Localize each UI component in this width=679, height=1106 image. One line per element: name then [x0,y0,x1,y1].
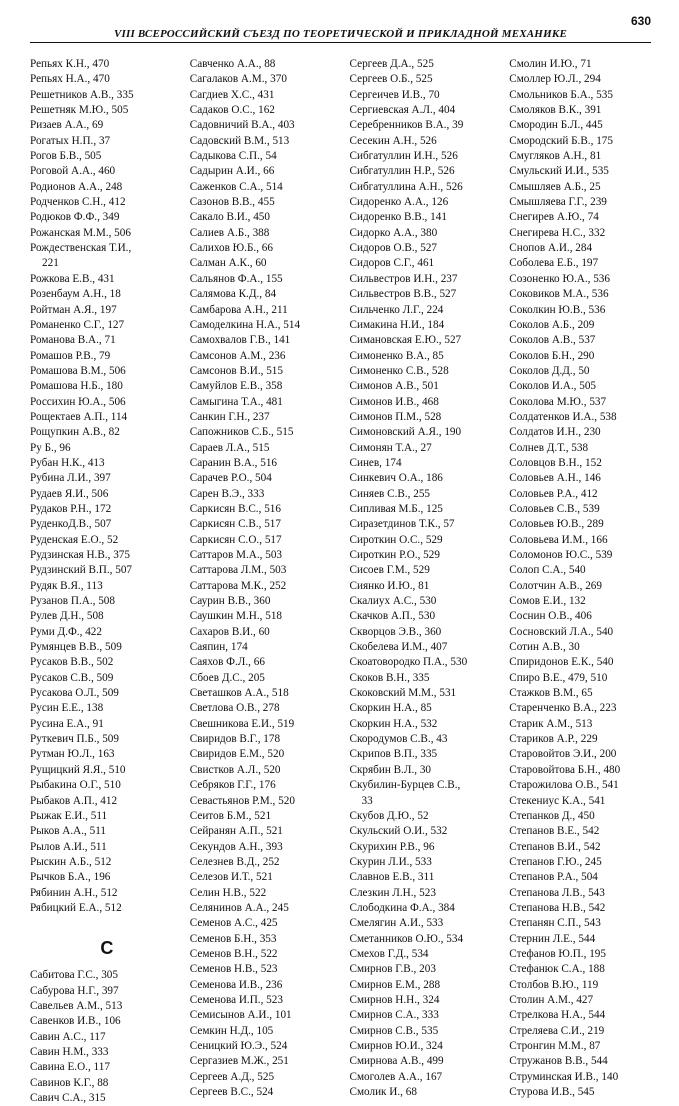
index-entry: Смышляева Г.Г., 239 [509,196,607,209]
index-entry: Старовойтова Б.Н., 480 [509,763,621,776]
index-entry: 221 [42,257,59,270]
index-entry: Рожкова Е.В., 431 [30,272,115,285]
index-entry: Смирнова А.В., 499 [349,1055,444,1068]
index-entry: Смирнов Н.Н., 324 [349,993,440,1006]
index-entry: Сергеичев И.В., 70 [349,88,440,101]
index-entry: Семенов Н.В., 523 [189,963,278,976]
index-entry: Солнев Д.Т., 538 [509,441,589,454]
index-entry: Романова В.А., 71 [30,334,116,347]
index-entry: Смугляков А.Н., 81 [509,150,602,163]
index-entry: Смышляев А.Б., 25 [509,180,601,193]
index-entry: Сисоев Г.М., 529 [349,564,430,577]
index-entry: Семенов А.С., 425 [189,917,278,930]
index-entry: Сахаров В.И., 60 [189,625,270,638]
index-entry: Салямова К.Д., 84 [189,288,277,301]
index-entry: Сальянов Ф.А., 155 [189,272,283,285]
index-entry: Ру Б., 96 [30,441,71,454]
index-entry: Селезов И.Т., 521 [189,871,273,884]
index-entry: Смородский Б.В., 175 [509,134,613,147]
index-entry: Свистков А.Л., 520 [189,763,281,776]
index-entry: Стариков А.Р., 229 [509,733,598,746]
index-entry: Русаков С.В., 509 [30,671,114,684]
index-entry: Рождественская Т.И., [30,242,132,255]
index-entry: Россихин Ю.А., 506 [30,395,126,408]
index-entry: Сапожников С.Б., 515 [189,426,294,439]
index-entry: Соловьев Ю.В., 289 [509,518,604,531]
index-entry: Сарачев Р.О., 504 [189,472,272,485]
index-entry: Сидоров С.Г., 461 [349,257,435,270]
index-entry: Савинов К.Г., 88 [30,1076,109,1089]
index-entry: Решетняк М.Ю., 505 [30,104,129,117]
index-entry: Родионов А.А., 248 [30,180,123,193]
index-entry: Симоновский А.Я., 190 [349,426,462,439]
index-entry: Рябицкий Е.А., 512 [30,901,122,914]
index-entry: Солдатенков И.А., 538 [509,410,617,423]
index-entry: Семкин Н.Д., 105 [189,1024,274,1037]
index-entry: Саяпин, 174 [189,641,248,654]
index-entry: Рыбакина О.Г., 510 [30,779,121,792]
index-entry: Ромашова В.М., 506 [30,364,126,377]
index-entry: Савич С.А., 315 [30,1092,106,1104]
index-entry: Соколов А.Б., 209 [509,318,595,331]
index-entry: Скоатовородко П.А., 530 [349,656,468,669]
index-entry: Саттарова М.К., 252 [189,579,287,592]
index-entry: Соколова М.Ю., 537 [509,395,607,408]
index-entry: Смолин И.Ю., 71 [509,58,592,70]
index-entry: Рудаев Я.И., 506 [30,487,109,500]
index-entry: Руденская Е.О., 52 [30,533,119,546]
index-entry: Симонов И.В., 468 [349,395,439,408]
index-entry: Соловцов В.Н., 152 [509,456,602,469]
index-entry: Скрипов В.П., 335 [349,748,438,761]
index-entry: Сазонов В.В., 455 [189,196,275,209]
index-entry: Садыкова С.П., 54 [189,150,277,163]
index-entry: Садырин А.И., 66 [189,165,275,178]
page-header [30,6,651,43]
index-entry: Сергеев А.Д., 525 [189,1070,275,1083]
index-entry: Русакова О.Л., 509 [30,687,119,700]
index-entry: Романенко С.Г., 127 [30,318,125,331]
index-entry: Рылов А.И., 511 [30,840,107,853]
index-entry: Соколов Д.Д., 50 [509,364,590,377]
index-entry: Скульский О.И., 532 [349,825,448,838]
index-entry: Соловьев Р.А., 412 [509,487,598,500]
index-entry: Сергиевская А.Л., 404 [349,104,456,117]
index-entry: Соловьева И.М., 166 [509,533,608,546]
index-entry: Ройтман А.Я., 197 [30,303,117,316]
index-entry: Соловьев С.В., 539 [509,502,600,515]
index-entry: Розенбаум А.Н., 18 [30,288,121,301]
index-entry: Сироткин О.С., 529 [349,533,443,546]
index-entry: Степанова Л.В., 543 [509,886,605,899]
index-entry: Смольников Б.А., 535 [509,88,613,101]
index-entry: Сабурова Н.Г., 397 [30,984,119,997]
index-entry: Санкин Г.Н., 237 [189,410,270,423]
index-entry: Сергеев О.Б., 525 [349,73,433,86]
index-entry: Сомов Е.И., 132 [509,595,586,608]
index-entry: Сибгатуллин И.Н., 526 [349,150,458,163]
index-entry: Смирнов С.А., 333 [349,1009,439,1022]
index-entry: Смелягин А.И., 533 [349,917,444,930]
index-entry: Стружанов В.В., 544 [509,1055,608,1068]
index-entry: Сеитов Б.М., 521 [189,809,272,822]
index-entry: Скачков А.П., 530 [349,610,436,623]
index-entry: Скоковский М.М., 531 [349,687,457,700]
index-entry: Репьях К.Н., 470 [30,58,110,70]
index-entry: Румянцев В.В., 509 [30,641,122,654]
index-entry: Сарен В.Э., 333 [189,487,265,500]
index-entry: Самсонов В.И., 515 [189,364,283,377]
index-entry: Стекениус К.А., 541 [509,794,606,807]
index-entry: Саженков С.А., 514 [189,180,283,193]
index-entry: Стажков В.М., 65 [509,687,593,700]
index-entry: Соколов Б.Н., 290 [509,349,595,362]
index-entry: Салихов Ю.Б., 66 [189,242,273,255]
index-entry: Рыбаков А.П., 412 [30,794,118,807]
index-entry: Сагалаков А.М., 370 [189,73,287,86]
index-entry: Селезнев В.Д., 252 [189,855,280,868]
index-entry: Сосновский Л.А., 540 [509,625,614,638]
index-entry: РуденкоД.В., 507 [30,518,112,531]
index-entry: Скурин Л.И., 533 [349,855,432,868]
index-entry: Скубов Д.Ю., 52 [349,809,429,822]
index-entry: 33 [361,794,373,807]
index-entry: Рычков Б.А., 196 [30,871,111,884]
index-entry: Синев, 174 [349,456,402,469]
index-entry: Рогов Б.В., 505 [30,150,102,163]
index-entry: Смоголев А.А., 167 [349,1070,443,1083]
index-entry: Степанов В.Е., 542 [509,825,600,838]
index-entry: Русин Е.Е., 138 [30,702,104,715]
index-entry: Севастьянов Р.М., 520 [189,794,295,807]
index-entry: Савельев А.М., 513 [30,999,123,1012]
index-entry: Солдатов И.Н., 230 [509,426,601,439]
index-entry: Саркисян С.В., 517 [189,518,281,531]
index-entry: Себряков Г.Г., 176 [189,779,276,792]
index-entry: Рубина Л.И., 397 [30,472,111,485]
index-entry: Скоркин Н.А., 532 [349,717,438,730]
index-entry: Серебренников В.А., 39 [349,119,464,132]
index-entry: Рудаков Р.Н., 172 [30,502,112,515]
index-entry: Савченко А.А., 88 [189,58,276,70]
index-entry: Скоков В.Н., 335 [349,671,430,684]
index-column-2 [190,57,344,1106]
index-entry: Самсонов А.М., 236 [189,349,286,362]
index-entry: Соколов А.В., 537 [509,334,596,347]
index-entry: Стрелкова Н.А., 544 [509,1009,606,1022]
index-entry: Скрябин В.Л., 30 [349,763,432,776]
index-entry: Русаков В.В., 502 [30,656,114,669]
index-entry: Столбов В.Ю., 119 [509,978,599,991]
index-entry: Симоненко В.А., 85 [349,349,444,362]
index-entry: Сидорко А.А., 380 [349,226,438,239]
index-entry: Сильченко Л.Г., 224 [349,303,444,316]
index-entry: Рутман Ю.Л., 163 [30,748,115,761]
index-entry: Саушкин М.Н., 518 [189,610,283,623]
index-entry: Степанков Д., 450 [509,809,595,822]
index-entry: Сергазиев М.Ж., 251 [189,1055,289,1068]
index-entry: Селин Н.В., 522 [189,886,267,899]
index-entry: Симонов А.В., 501 [349,380,439,393]
index-entry: Светашков А.А., 518 [189,687,289,700]
index-entry: Ромашов Р.В., 79 [30,349,111,362]
index-entry: Спиро В.Е., 479, 510 [509,671,608,684]
index-entry: Степанов Р.А., 504 [509,871,598,884]
index-entry: Садовский В.М., 513 [189,134,290,147]
index-entry: Семенов В.Н., 522 [189,947,278,960]
index-entry: Саранин В.А., 516 [189,456,278,469]
running-title: VIII ВСЕРОССИЙСКИЙ СЪЕЗД ПО ТЕОРЕТИЧЕСКОЙ И ПРИКЛАДНОЙ МЕХАНИКЕ [113,28,568,40]
index-entry: Руми Д.Ф., 422 [30,625,102,638]
index-entry: Рыков А.А., 511 [30,825,106,838]
index-entry: Семенова И.П., 523 [189,993,283,1006]
index-entry: Самуйлов Е.В., 358 [189,380,283,393]
index-entry: Сесекин А.Н., 526 [349,134,437,147]
index-entry: Репьях Н.А., 470 [30,73,110,86]
index-entry: Сергеев Д.А., 525 [349,58,434,70]
index-entry: Снегирева Н.С., 332 [509,226,606,239]
index-entry: Смульский И.И., 535 [509,165,609,178]
index-entry: Сибгатуллин Н.Р., 526 [349,165,455,178]
section-letter: С [100,938,114,959]
index-entry: Рудзинская Н.В., 375 [30,549,130,561]
index-entry: Рожанская М.М., 506 [30,226,131,239]
index-entry: Ромашова Н.Б., 180 [30,380,123,393]
index-entry: Сипливая М.Б., 125 [349,502,443,515]
index-entry: Русина Е.А., 91 [30,717,104,730]
index-entry: Руткевич П.Б., 509 [30,733,119,746]
index-entry: Саяхов Ф.Л., 66 [189,656,265,669]
index-column-3 [350,57,504,1106]
index-entry: Слезкин Л.Н., 523 [349,886,436,899]
index-entry: Сагдиев Х.С., 431 [189,88,275,101]
index-entry: Савин Н.М., 333 [30,1045,109,1058]
index-entry: Самохвалов Г.В., 141 [189,334,291,347]
index-entry: Смоляков В.К., 391 [509,104,602,117]
index-entry: Степанов В.И., 542 [509,840,601,853]
index-entry: Симоненко С.В., 528 [349,364,449,377]
index-entry: Скоркин Н.А., 85 [349,702,432,715]
index-entry: Салиев А.Б., 388 [189,226,270,239]
index-entry: Смирнов Г.В., 203 [349,963,436,976]
index-entry: Славнов Е.В., 311 [349,871,435,884]
index-entry: Сергеев В.С., 524 [189,1086,274,1099]
index-entry: Семисынов А.И., 101 [189,1009,292,1022]
index-entry: Соломонов Ю.С., 539 [509,549,613,561]
index-entry: Стурова И.В., 545 [509,1086,595,1099]
index-entry: Решетников А.В., 335 [30,88,134,101]
index-entry: Симонов П.М., 528 [349,410,442,423]
index-entry: Соболева Е.Б., 197 [509,257,599,270]
index-entry: Сидоров О.В., 527 [349,242,438,255]
index-entry: Скалиух А.С., 530 [349,595,437,608]
index-entry: Сакало В.И., 450 [189,211,270,224]
index-entry: Снопов А.И., 284 [509,242,593,255]
index-entry: Смоллер Ю.Л., 294 [509,73,601,86]
page-number: 630 [630,14,651,28]
index-entry: Сибгатуллина А.Н., 526 [349,180,463,193]
index-entry: Рубан Н.К., 413 [30,456,105,469]
index-entry: Струминская И.В., 140 [509,1070,619,1083]
index-entry: Старенченко В.А., 223 [509,702,617,715]
index-entry: Соловьев А.Н., 146 [509,472,601,485]
index-column-4 [509,57,663,1106]
index-entry: Сиянко И.Ю., 81 [349,579,430,592]
index-entry: Скородумов С.В., 43 [349,733,448,746]
index-entry: Старик А.М., 513 [509,717,593,730]
index-entry: Рыскин А.Б., 512 [30,855,112,868]
index-entry: Скобелева И.М., 407 [349,641,448,654]
index-entry: Саркисян С.О., 517 [189,533,282,546]
index-entry: Симановская Е.Ю., 527 [349,334,462,347]
index-entry: Стефанов Ю.П., 195 [509,947,606,960]
index-entry: Спиридонов Е.К., 540 [509,656,614,669]
index-entry: Скворцов Э.В., 360 [349,625,442,638]
index-entry: Семенов Б.Н., 353 [189,932,277,945]
index-entry: Рябинин А.Н., 512 [30,886,118,899]
index-entry: Сеницкий Ю.Э., 524 [189,1040,288,1052]
index-entry: Свешникова Е.И., 519 [189,717,295,730]
index-entry: Семенова И.В., 236 [189,978,283,991]
index-entry: Родченков С.Н., 412 [30,196,126,209]
index-entry: Рощектаев А.П., 114 [30,410,128,423]
index-entry: Смородин Б.Л., 445 [509,119,603,132]
index-entry: Симакина Н.И., 184 [349,318,445,331]
index-entry: Рудзинский В.П., 507 [30,564,133,577]
index-entry: Соколкин Ю.В., 536 [509,303,606,316]
index-entry: Солоп С.А., 540 [509,564,586,577]
index-entry: Сироткин Р.О., 529 [349,549,440,561]
index-entry: Рузанов П.А., 508 [30,595,115,608]
index-entry: Самыгина Т.А., 481 [189,395,283,408]
index-entry: Соснин О.В., 406 [509,610,592,623]
index-entry: Степанова Н.В., 542 [509,901,606,914]
index-entry: Смолик И., 68 [349,1086,417,1099]
index-entry: Селянинов А.А., 245 [189,901,289,914]
index-entry: Саттарова Л.М., 503 [189,564,287,577]
index-entry: Саурин В.В., 360 [189,595,271,608]
index-entry: Самоделкина Н.А., 514 [189,318,301,331]
index-entry: Сейранян А.П., 521 [189,825,283,838]
index-entry: Савин А.С., 117 [30,1030,106,1043]
index-entry: Саттаров М.А., 503 [189,549,283,561]
index-entry: Соколов И.А., 505 [509,380,597,393]
index-entry: Рущицкий Я.Я., 510 [30,763,126,776]
index-entry: Салман А.К., 60 [189,257,267,270]
index-entry: Снегирев А.Ю., 74 [509,211,599,224]
index-entry: Стронгин М.М., 87 [509,1040,601,1052]
index-entry: Сотин А.В., 30 [509,641,580,654]
index-entry: Старовойтов Э.И., 200 [509,748,617,761]
index-entry: Свиридов Е.М., 520 [189,748,285,761]
index-entry: Савина Е.О., 117 [30,1061,110,1074]
index-entry: Сметанников О.Ю., 534 [349,932,464,945]
index-entry: Степанов Г.Ю., 245 [509,855,602,868]
index-entry: Синкевич О.А., 186 [349,472,443,485]
index-entry: Рудяк В.Я., 113 [30,579,103,592]
index-entry: Сидоренко В.В., 141 [349,211,447,224]
index-entry: Светлова О.В., 278 [189,702,280,715]
index-entry: Созоненко Ю.А., 536 [509,272,610,285]
index-entry: Рулев Д.Н., 508 [30,610,104,623]
index-entry: Сидоренко А.А., 126 [349,196,449,209]
index-entry: Стреляева С.И., 219 [509,1024,605,1037]
index-entry: Сараев Л.А., 515 [189,441,270,454]
index-entry: Ризаев А.А., 69 [30,119,104,132]
index-column-1 [30,57,184,1106]
index-entry: Скубилин-Бурцев С.В., [349,779,461,792]
index-entry: Смирнов С.В., 535 [349,1024,439,1037]
index-entry: Роговой А.А., 460 [30,165,116,178]
index-entry: Соковиков М.А., 536 [509,288,609,301]
index-entry: Секундов А.Н., 393 [189,840,283,853]
index-entry: Рощупкин А.В., 82 [30,426,120,439]
index-entry: Симонян Т.А., 27 [349,441,432,454]
index-entry: Смирнов Ю.И., 324 [349,1040,443,1052]
index-entry: Слободкина Ф.А., 384 [349,901,455,914]
index-entry: Синяев С.В., 255 [349,487,431,500]
index-entry: Сбоев Д.С., 205 [189,671,265,684]
index-entry: Столин А.М., 427 [509,993,594,1006]
index-entry: Самбарова А.Н., 211 [189,303,288,316]
index-entry: Сиразетдинов Т.К., 57 [349,518,455,531]
index-entry: Садаков О.С., 162 [189,104,275,117]
index-entry: Степанян С.П., 543 [509,917,601,930]
index-entry: Сильвестров И.Н., 237 [349,272,458,285]
index-entry: Садовничий В.А., 403 [189,119,295,132]
index-entry: Старожилова О.В., 541 [509,779,619,792]
index-entry: Смехов Г.Д., 534 [349,947,429,960]
index-entry: Рыжак Е.И., 511 [30,809,108,822]
index-entry: Стефанюк С.А., 188 [509,963,605,976]
index-columns [30,57,663,1106]
index-entry: Солотчин А.В., 269 [509,579,602,592]
index-entry: Саркисян В.С., 516 [189,502,281,515]
index-entry: Стернин Л.Е., 544 [509,932,596,945]
index-entry: Сильвестров В.В., 527 [349,288,457,301]
index-entry: Рогатых Н.П., 37 [30,134,111,147]
index-entry: Родюков Ф.Ф., 349 [30,211,120,224]
index-entry: Скурихин Р.В., 96 [349,840,435,853]
index-entry: Смирнов Е.М., 288 [349,978,441,991]
index-entry: Савенков И.В., 106 [30,1015,121,1028]
index-entry: Свиридов В.Г., 178 [189,733,281,746]
index-entry: Сабитова Г.С., 305 [30,969,118,982]
